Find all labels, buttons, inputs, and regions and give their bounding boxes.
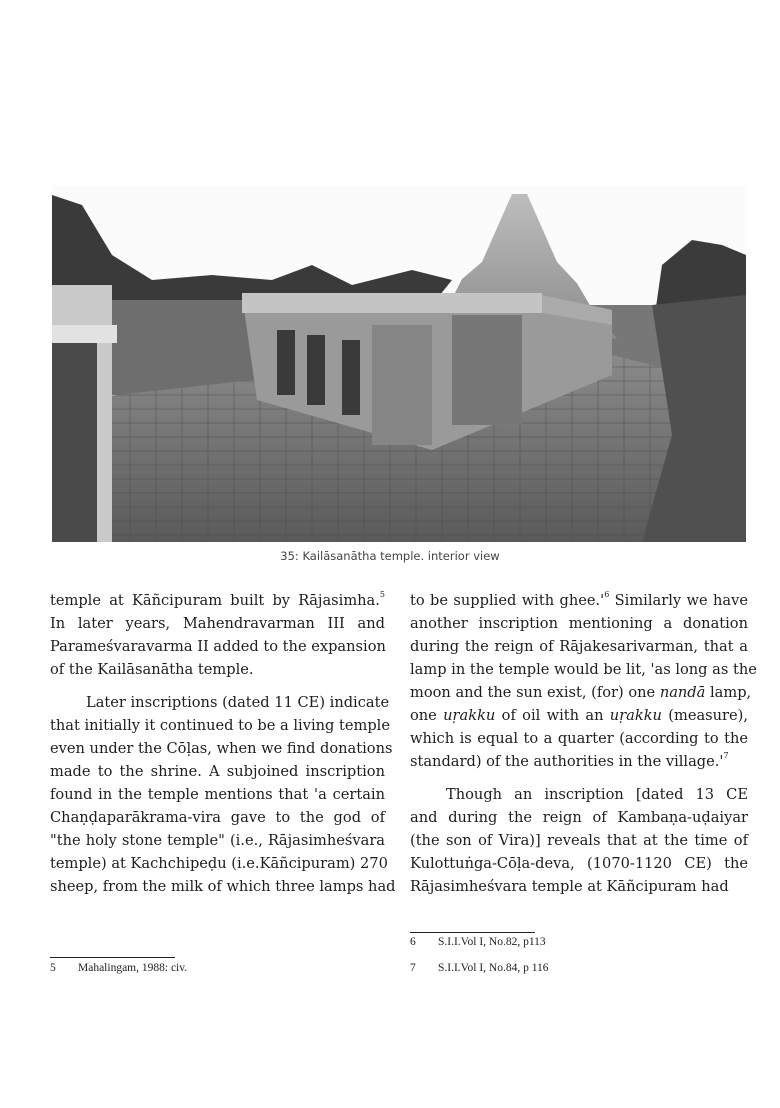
italic-term: uṛakku — [609, 707, 662, 724]
text-line — [50, 737, 393, 760]
footnote-ref: 5 — [379, 590, 385, 599]
footnote-text: Mahalingam, 1988: civ. — [78, 962, 188, 974]
left-column — [50, 589, 396, 898]
text-segment: (the son of Vira)] reveals that at the time of — [410, 832, 748, 849]
text-line — [410, 589, 748, 612]
text-line — [50, 714, 390, 737]
text-line — [410, 681, 752, 704]
text-line — [410, 704, 748, 727]
text-segment: "the holy stone temple" (i.e., Rājasimheśvara — [50, 832, 385, 849]
text-segment: In later years, Mahendravarman III and — [50, 615, 385, 632]
text-line — [50, 806, 385, 829]
italic-term: uṛakku — [443, 707, 496, 724]
text-line — [410, 783, 748, 806]
footnote-number: 7 — [410, 962, 416, 974]
text-line — [50, 635, 385, 658]
paragraph — [50, 691, 396, 898]
text-segment: of oil with an — [495, 707, 610, 724]
text-line — [410, 806, 748, 829]
text-line — [410, 829, 748, 852]
text-line — [410, 875, 748, 898]
text-segment: standard) of the authorities in the village.' — [410, 753, 724, 770]
text-segment: lamp, — [705, 684, 752, 701]
text-line — [410, 635, 748, 658]
footnote-ref: 7 — [723, 751, 729, 760]
text-segment: Parameśvaravarma II added to the expansion — [50, 638, 386, 655]
text-segment: temple) at Kachchipeḍu (i.e.Kāñcipuram) 270 — [50, 855, 388, 872]
text-line — [410, 852, 748, 875]
text-line — [50, 691, 390, 714]
text-line — [410, 612, 748, 635]
text-line — [410, 658, 757, 681]
text-segment: Later inscriptions (dated 11 CE) indicate — [86, 694, 390, 711]
text-segment: made to the shrine. A subjoined inscription — [50, 763, 385, 780]
paragraph — [410, 589, 757, 773]
paragraph — [50, 589, 385, 681]
text-segment: even under the Cōḷas, when we find donations — [50, 740, 393, 757]
footnote-ref: 6 — [604, 590, 610, 599]
text-line — [50, 875, 396, 898]
right-column — [410, 589, 757, 898]
text-line — [50, 658, 385, 681]
text-segment: and during the reign of Kambaṇa-uḍaiyar — [410, 809, 748, 826]
text-segment: sheep, from the milk of which three lamps had — [50, 878, 396, 895]
text-segment: of the Kailāsanātha temple. — [50, 661, 254, 678]
text-segment: Rājasimheśvara temple at Kāñcipuram had — [410, 878, 729, 895]
text-line — [50, 852, 388, 875]
footnote-6 — [410, 936, 546, 948]
footnote-7 — [410, 962, 549, 974]
text-segment: another inscription mentioning a donation — [410, 615, 748, 632]
text-line — [50, 612, 385, 635]
footnote-text: S.I.I.Vol I, No.82, p113 — [438, 936, 546, 948]
text-segment: Kulottuṅga-Cōḷa-deva, (1070-1120 CE) the — [410, 855, 748, 872]
text-line — [410, 727, 748, 750]
text-segment: during the reign of Rājakesarivarman, that a — [410, 638, 748, 655]
footnote-number: 5 — [50, 962, 56, 974]
text-segment: one — [410, 707, 444, 724]
text-segment: lamp in the temple would be lit, 'as long as the — [410, 661, 757, 678]
text-segment: Similarly we have — [609, 592, 748, 609]
text-line — [50, 760, 385, 783]
footnote-number: 6 — [410, 936, 416, 948]
text-segment: temple at Kāñcipuram built by Rājasimha. — [50, 592, 380, 609]
text-line — [50, 829, 385, 852]
text-segment: Though an inscription [dated 13 CE — [446, 786, 748, 803]
text-line — [410, 750, 748, 773]
text-segment: moon and the sun exist, (for) one — [410, 684, 660, 701]
figure-caption: 35: Kailāsanātha temple. interior view — [280, 549, 500, 563]
paragraph — [410, 783, 748, 898]
text-line — [50, 783, 385, 806]
text-segment: that initially it continued to be a living temple — [50, 717, 390, 734]
footnote-text: S.I.I.Vol I, No.84, p 116 — [438, 962, 549, 974]
text-segment: (measure), — [661, 707, 748, 724]
footnote-rule-left — [50, 957, 175, 958]
text-segment: found in the temple mentions that 'a certain — [50, 786, 385, 803]
footnote-rule-right — [410, 932, 535, 933]
text-segment: Chaṇḍaparākrama-vira gave to the god of — [50, 809, 385, 826]
text-segment: which is equal to a quarter (according to the — [410, 730, 748, 747]
text-line — [50, 589, 385, 612]
temple-photo — [52, 185, 746, 542]
footnote-5 — [50, 962, 187, 974]
italic-term: nandā — [659, 684, 706, 701]
text-segment: to be supplied with ghee.' — [410, 592, 605, 609]
